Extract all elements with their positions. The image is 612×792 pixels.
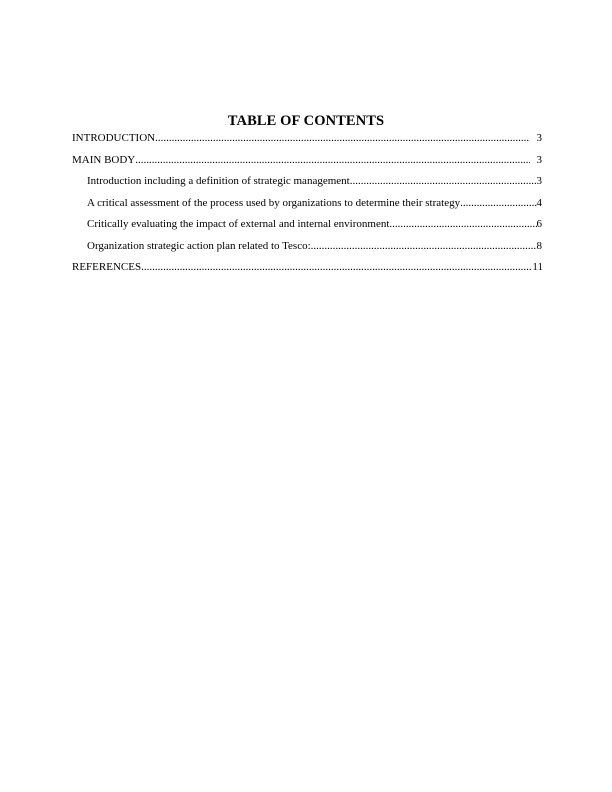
toc-page-number: 6: [536, 218, 542, 230]
toc-entry-label: Critically evaluating the impact of external and internal environment: [87, 218, 390, 230]
toc-entry-label: Introduction including a definition of strategic management: [87, 175, 350, 187]
toc-entry-label: A critical assessment of the process used by organizations to determine their strategy: [87, 196, 461, 209]
toc-page-number: 3: [536, 132, 542, 144]
toc-entry-label: MAIN BODY: [72, 153, 136, 166]
toc-page-number: 8: [536, 239, 542, 252]
table-of-contents: [72, 130, 542, 281]
toc-entry-label: Organization strategic action plan related to Tesco:: [87, 239, 311, 252]
toc-page-number: 11: [532, 261, 543, 273]
toc-entry-label: REFERENCES: [72, 261, 142, 273]
toc-entry-critical-assessment[interactable]: [72, 195, 542, 217]
toc-dot-leader: [141, 260, 531, 274]
toc-entry-introduction[interactable]: [72, 130, 542, 152]
toc-dot-leader: [155, 131, 530, 145]
toc-dot-leader: [460, 196, 536, 210]
toc-dot-leader: [350, 174, 537, 188]
toc-title: TABLE OF CONTENTS: [227, 113, 385, 129]
toc-entry-main-body[interactable]: [72, 152, 542, 174]
toc-entry-action-plan[interactable]: [72, 238, 542, 260]
toc-entry-introduction-definition[interactable]: [72, 173, 542, 195]
toc-dot-leader: [135, 153, 530, 167]
toc-dot-leader: [389, 217, 536, 231]
toc-entry-critically-evaluating[interactable]: [72, 216, 542, 238]
toc-page-number: 3: [536, 153, 542, 166]
toc-page-number: 3: [536, 175, 542, 187]
toc-entry-references[interactable]: [72, 259, 542, 281]
toc-entry-label: INTRODUCTION: [72, 132, 156, 144]
toc-page-number: 4: [536, 196, 542, 209]
toc-dot-leader: [311, 239, 537, 253]
